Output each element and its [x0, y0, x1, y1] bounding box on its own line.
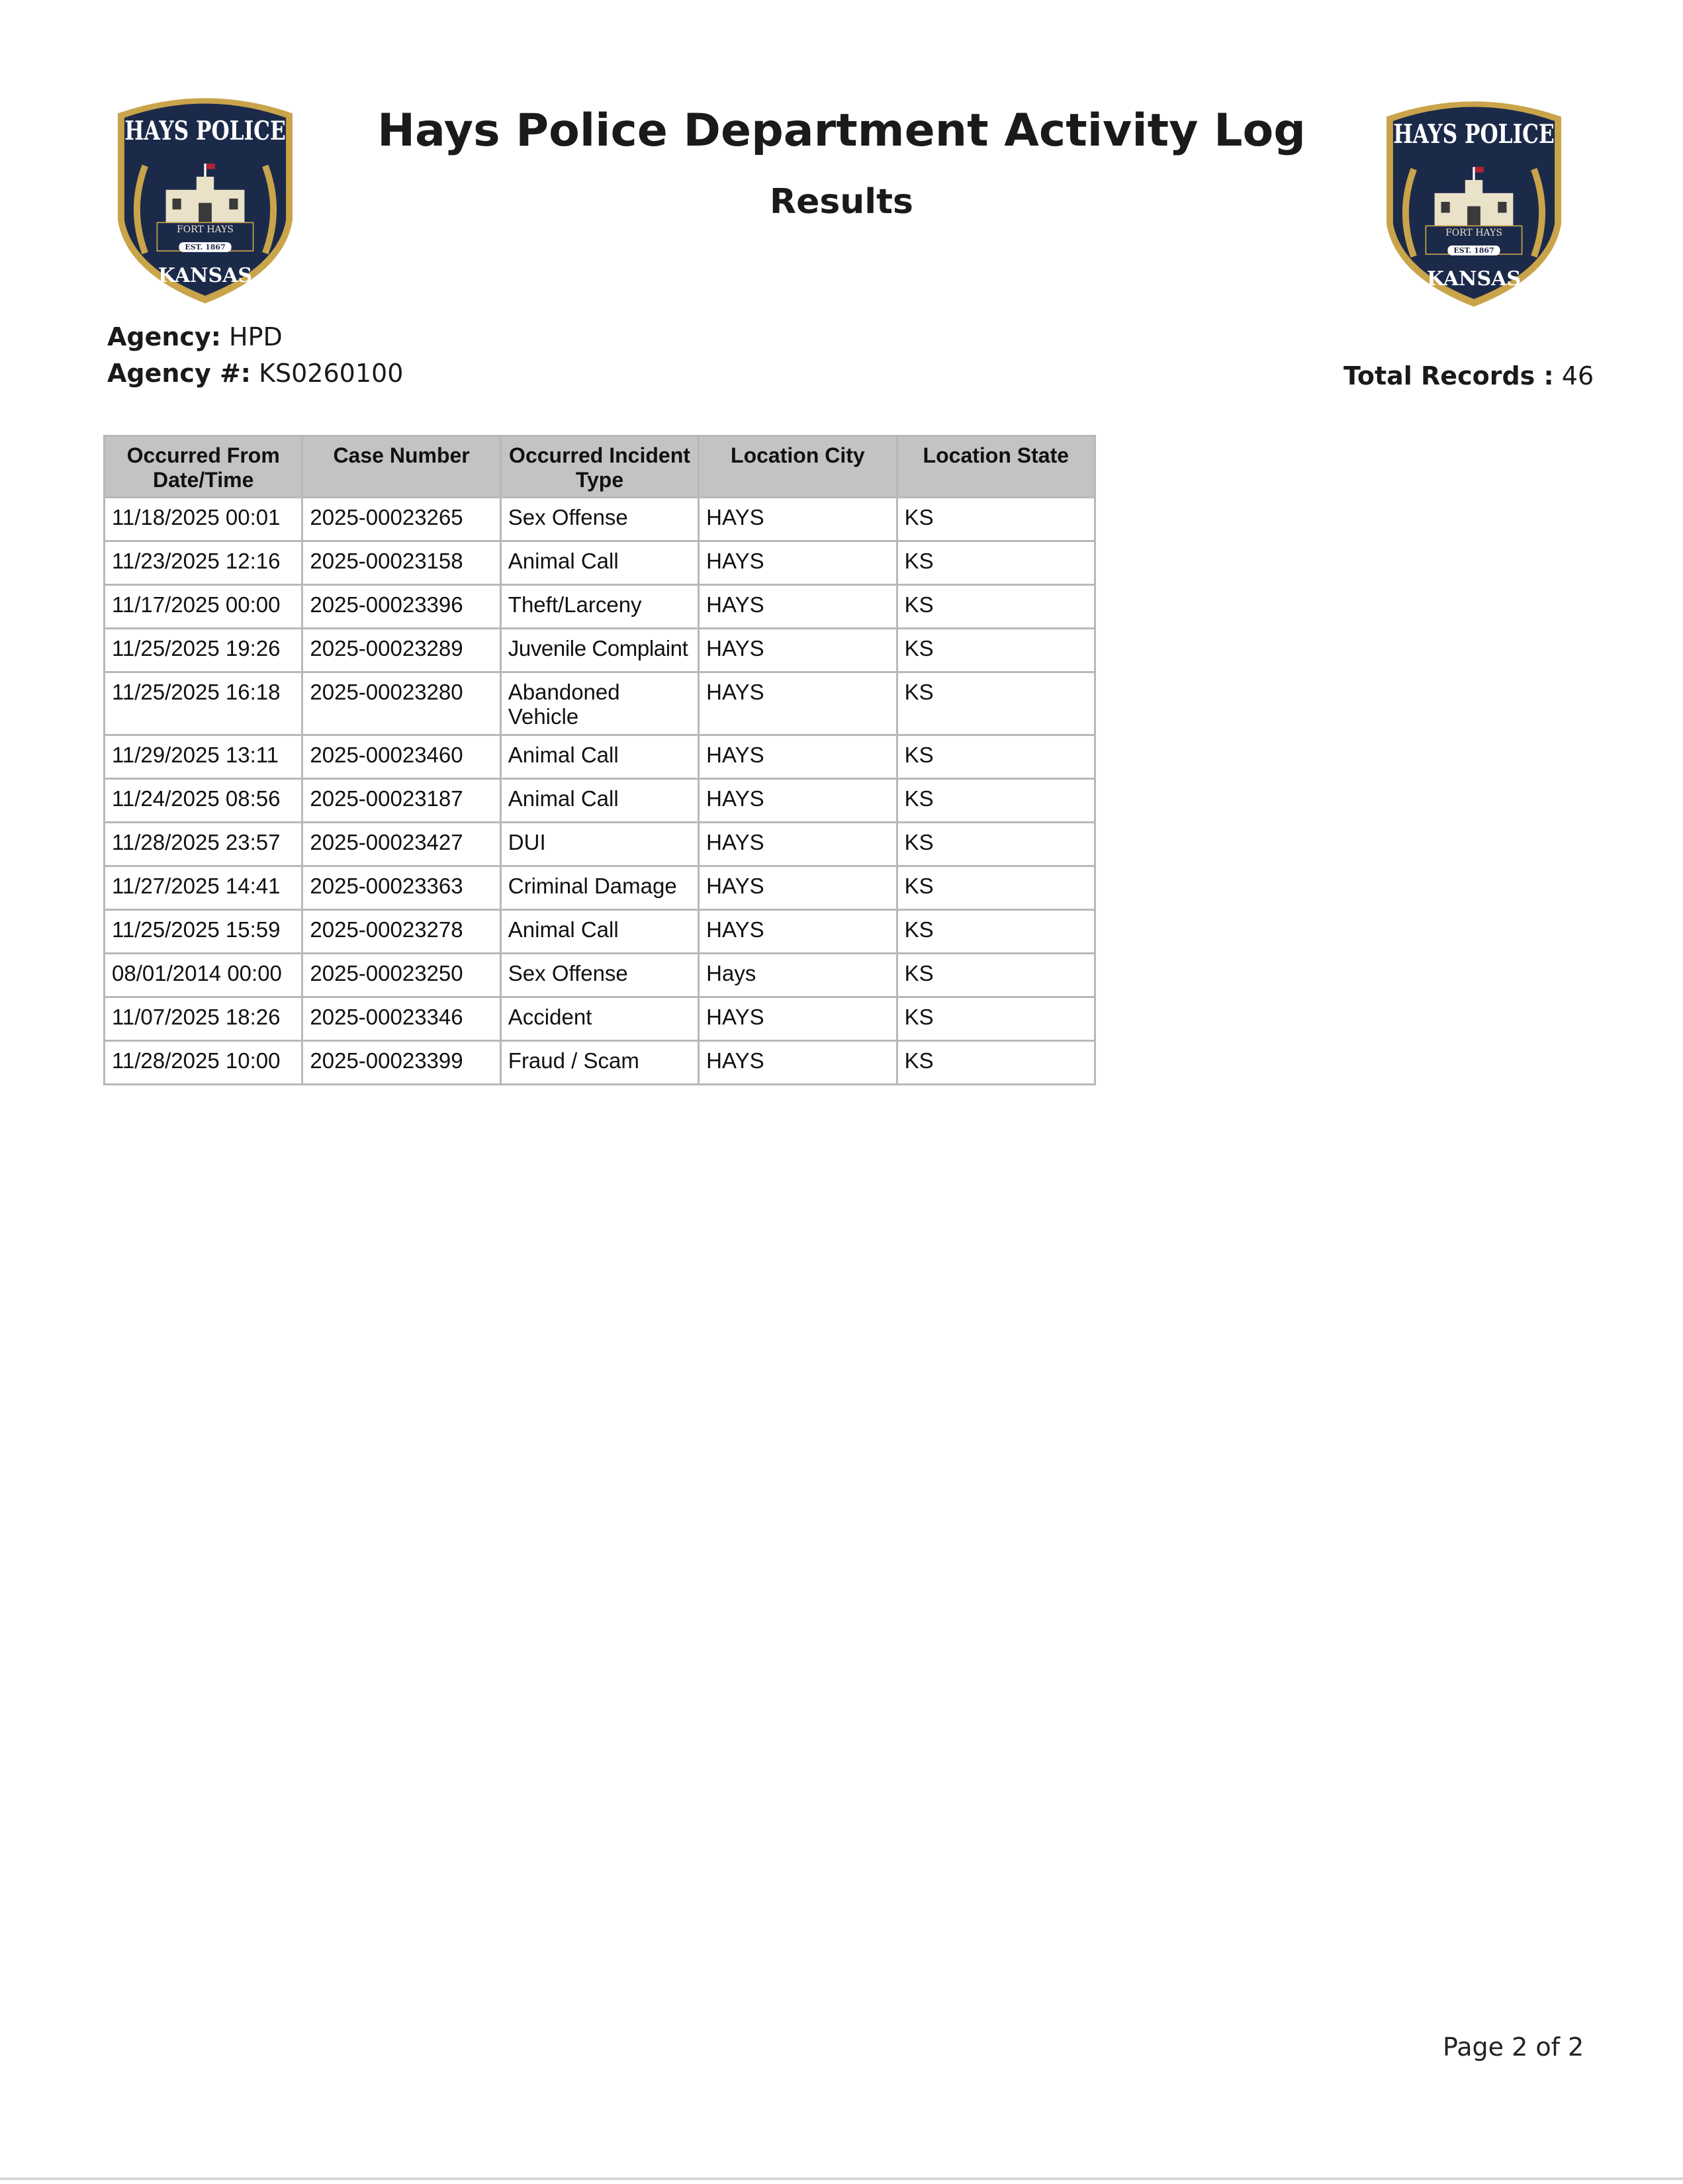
- table-row: [105, 997, 1095, 1041]
- page-number: Page 2 of 2: [1443, 2032, 1584, 2062]
- cell-datetime: 11/28/2025 10:00: [105, 1041, 302, 1085]
- column-header: Case Number: [302, 436, 500, 498]
- logo-bottom-text: KANSAS: [1426, 267, 1522, 291]
- activity-log-table: [103, 435, 1096, 1085]
- cell-case-number: 2025-00023265: [302, 498, 500, 541]
- cell-city: HAYS: [699, 672, 897, 735]
- cell-city: HAYS: [699, 735, 897, 779]
- cell-datetime: 11/25/2025 16:18: [105, 672, 302, 735]
- cell-case-number: 2025-00023280: [302, 672, 500, 735]
- cell-datetime: 11/17/2025 00:00: [105, 585, 302, 629]
- cell-case-number: 2025-00023399: [302, 1041, 500, 1085]
- logo-fort-text: FORT HAYS: [177, 224, 234, 235]
- agency-number-value: KS0260100: [259, 359, 404, 388]
- cell-case-number: 2025-00023278: [302, 910, 500, 954]
- cell-datetime: 11/28/2025 23:57: [105, 823, 302, 866]
- column-header: Location City: [699, 436, 897, 498]
- table-row: [105, 629, 1095, 672]
- logo-top-text: HAYS POLICE: [1393, 119, 1555, 150]
- logo-fort-text: FORT HAYS: [1445, 228, 1502, 238]
- agency-line: [107, 322, 283, 351]
- cell-case-number: 2025-00023158: [302, 541, 500, 585]
- cell-incident-type: DUI: [500, 823, 698, 866]
- column-header: Location State: [897, 436, 1095, 498]
- cell-incident-type-text: Abandoned Vehicle: [508, 680, 620, 729]
- cell-state: KS: [897, 779, 1095, 823]
- column-header: Occurred Incident Type: [500, 436, 698, 498]
- cell-city: HAYS: [699, 585, 897, 629]
- total-records-value: 46: [1561, 361, 1594, 390]
- cell-incident-type: Juvenile Complaint: [500, 629, 698, 672]
- cell-city: HAYS: [699, 1041, 897, 1085]
- table-row: [105, 672, 1095, 735]
- cell-incident-type: Criminal Damage: [500, 866, 698, 910]
- cell-datetime: 08/01/2014 00:00: [105, 954, 302, 997]
- logo-top-text: HAYS POLICE: [124, 116, 286, 146]
- table-row: [105, 1041, 1095, 1085]
- cell-incident-type: Sex Offense: [500, 498, 698, 541]
- table-header-row: [105, 436, 1095, 498]
- cell-case-number: 2025-00023289: [302, 629, 500, 672]
- cell-incident-type: Animal Call: [500, 779, 698, 823]
- cell-incident-type: Sex Offense: [500, 954, 698, 997]
- logo-bottom-text: KANSAS: [158, 264, 253, 287]
- cell-case-number: 2025-00023396: [302, 585, 500, 629]
- cell-city: HAYS: [699, 997, 897, 1041]
- page-edge: [0, 2177, 1683, 2180]
- cell-incident-type: Animal Call: [500, 735, 698, 779]
- cell-case-number: 2025-00023250: [302, 954, 500, 997]
- table-row: [105, 954, 1095, 997]
- cell-incident-type: Theft/Larceny: [500, 585, 698, 629]
- cell-city: HAYS: [699, 823, 897, 866]
- cell-city: Hays: [699, 954, 897, 997]
- cell-city: HAYS: [699, 629, 897, 672]
- cell-datetime: 11/29/2025 13:11: [105, 735, 302, 779]
- cell-state: KS: [897, 498, 1095, 541]
- table-row: [105, 735, 1095, 779]
- cell-case-number: 2025-00023427: [302, 823, 500, 866]
- table-row: [105, 910, 1095, 954]
- cell-datetime: 11/25/2025 15:59: [105, 910, 302, 954]
- cell-datetime: 11/27/2025 14:41: [105, 866, 302, 910]
- cell-incident-type: Animal Call: [500, 910, 698, 954]
- cell-state: KS: [897, 629, 1095, 672]
- logo-est-text: EST. 1867: [185, 243, 226, 251]
- cell-incident-type: [500, 672, 698, 735]
- table-row: [105, 823, 1095, 866]
- cell-state: KS: [897, 823, 1095, 866]
- agency-number-line: [107, 359, 403, 388]
- cell-datetime: 11/18/2025 00:01: [105, 498, 302, 541]
- cell-state: KS: [897, 997, 1095, 1041]
- page-subtitle: Results: [770, 182, 913, 222]
- cell-datetime: 11/07/2025 18:26: [105, 997, 302, 1041]
- cell-city: HAYS: [699, 498, 897, 541]
- cell-state: KS: [897, 954, 1095, 997]
- cell-state: KS: [897, 866, 1095, 910]
- cell-case-number: 2025-00023187: [302, 779, 500, 823]
- cell-incident-type: Accident: [500, 997, 698, 1041]
- cell-state: KS: [897, 672, 1095, 735]
- cell-datetime: 11/24/2025 08:56: [105, 779, 302, 823]
- agency-value: HPD: [229, 322, 283, 351]
- cell-state: KS: [897, 585, 1095, 629]
- page-title: Hays Police Department Activity Log: [377, 105, 1306, 157]
- cell-city: HAYS: [699, 779, 897, 823]
- table-row: [105, 541, 1095, 585]
- total-records: [1343, 361, 1594, 390]
- cell-state: KS: [897, 735, 1095, 779]
- cell-case-number: 2025-00023346: [302, 997, 500, 1041]
- cell-city: HAYS: [699, 866, 897, 910]
- table-row: [105, 779, 1095, 823]
- table-row: [105, 866, 1095, 910]
- cell-incident-type: Animal Call: [500, 541, 698, 585]
- total-records-label: Total Records :: [1343, 361, 1554, 390]
- table-row: [105, 585, 1095, 629]
- cell-city: HAYS: [699, 541, 897, 585]
- agency-label: Agency:: [107, 322, 221, 351]
- cell-datetime: 11/25/2025 19:26: [105, 629, 302, 672]
- cell-incident-type: Fraud / Scam: [500, 1041, 698, 1085]
- cell-state: KS: [897, 910, 1095, 954]
- cell-state: KS: [897, 1041, 1095, 1085]
- cell-city: HAYS: [699, 910, 897, 954]
- table-row: [105, 498, 1095, 541]
- column-header: Occurred From Date/Time: [105, 436, 302, 498]
- cell-datetime: 11/23/2025 12:16: [105, 541, 302, 585]
- cell-state: KS: [897, 541, 1095, 585]
- cell-case-number: 2025-00023363: [302, 866, 500, 910]
- logo-est-text: EST. 1867: [1453, 246, 1494, 255]
- agency-number-label: Agency #:: [107, 359, 251, 388]
- cell-case-number: 2025-00023460: [302, 735, 500, 779]
